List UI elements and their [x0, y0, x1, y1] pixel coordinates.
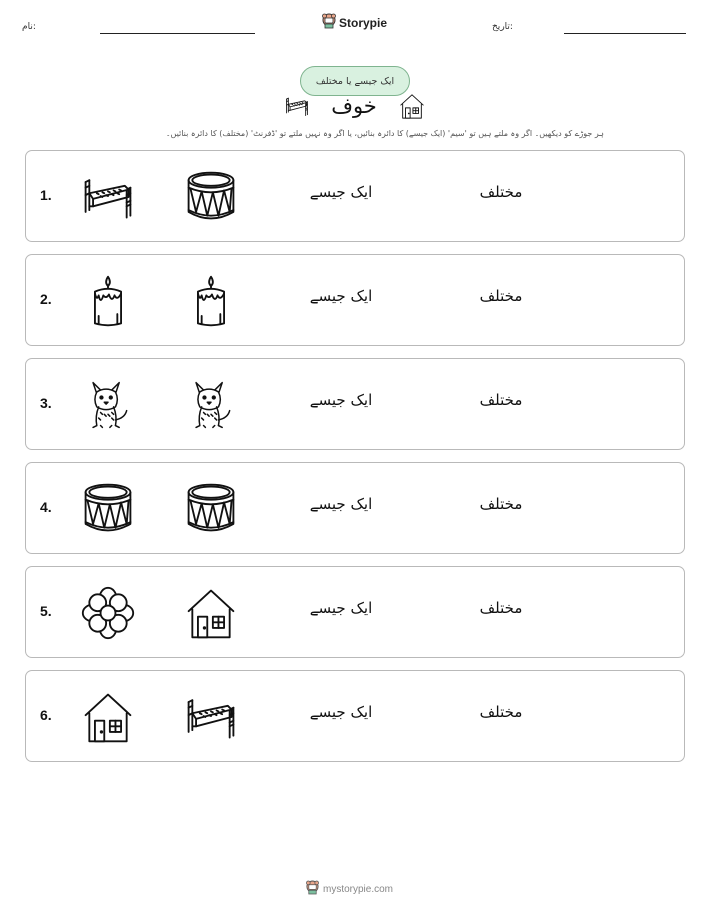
question-number: 1. [40, 187, 52, 203]
question-row-1 [25, 150, 685, 242]
same-option[interactable]: ایک جیسے [309, 495, 373, 513]
house-icon [398, 92, 426, 120]
row-2-left-picture [80, 273, 136, 329]
row-4-right-picture [183, 481, 239, 537]
question-number: 4. [40, 499, 52, 515]
row-1-right-picture [183, 169, 239, 225]
different-option[interactable]: مختلف [479, 391, 523, 409]
row-1-left-picture [80, 169, 136, 225]
footer-url[interactable]: mystorypie.com [323, 884, 394, 895]
same-option[interactable]: ایک جیسے [309, 703, 373, 721]
different-option[interactable]: مختلف [479, 183, 523, 201]
question-row-5 [25, 566, 685, 658]
name-label: نام: [22, 22, 36, 32]
row-6-right-picture [183, 689, 239, 745]
question-row-6 [25, 670, 685, 762]
date-line[interactable] [564, 33, 686, 34]
different-option[interactable]: مختلف [479, 287, 523, 305]
title-row [284, 90, 426, 122]
same-option[interactable]: ایک جیسے [309, 599, 373, 617]
different-option[interactable]: مختلف [479, 599, 523, 617]
row-4-left-picture [80, 481, 136, 537]
question-number: 2. [40, 291, 52, 307]
storypie-logo-icon [322, 13, 336, 33]
row-2-right-picture [183, 273, 239, 329]
footer [306, 880, 393, 899]
row-5-left-picture [80, 585, 136, 641]
question-number: 5. [40, 603, 52, 619]
page-title: خوف [331, 94, 377, 118]
question-number: 3. [40, 395, 52, 411]
row-3-right-picture [183, 377, 239, 433]
storypie-logo-icon [306, 880, 319, 899]
row-5-right-picture [183, 585, 239, 641]
question-row-4 [25, 462, 685, 554]
bed-icon [284, 93, 310, 119]
different-option[interactable]: مختلف [479, 495, 523, 513]
same-option[interactable]: ایک جیسے [309, 287, 373, 305]
same-option[interactable]: ایک جیسے [309, 183, 373, 201]
same-option[interactable]: ایک جیسے [309, 391, 373, 409]
question-row-2 [25, 254, 685, 346]
instructions: ہر جوڑے کو دیکھیں۔ اگر وہ ملتے ہیں تو 'سیم' (ایک جیسے) کا دائرہ بنائیں، یا اگر وہ نہیں ملتے تو 'ڈفرنٹ' (مختلف) کا دائرہ بنائیں۔ [165, 129, 604, 138]
different-option[interactable]: مختلف [479, 703, 523, 721]
question-number: 6. [40, 707, 52, 723]
brand [322, 13, 387, 33]
question-row-3 [25, 358, 685, 450]
topic-pill: ایک جیسے یا مختلف [300, 66, 410, 96]
brand-name: Storypie [339, 16, 388, 30]
row-3-left-picture [80, 377, 136, 433]
date-label: تاریخ: [492, 22, 513, 32]
row-6-left-picture [80, 689, 136, 745]
name-line[interactable] [100, 33, 255, 34]
